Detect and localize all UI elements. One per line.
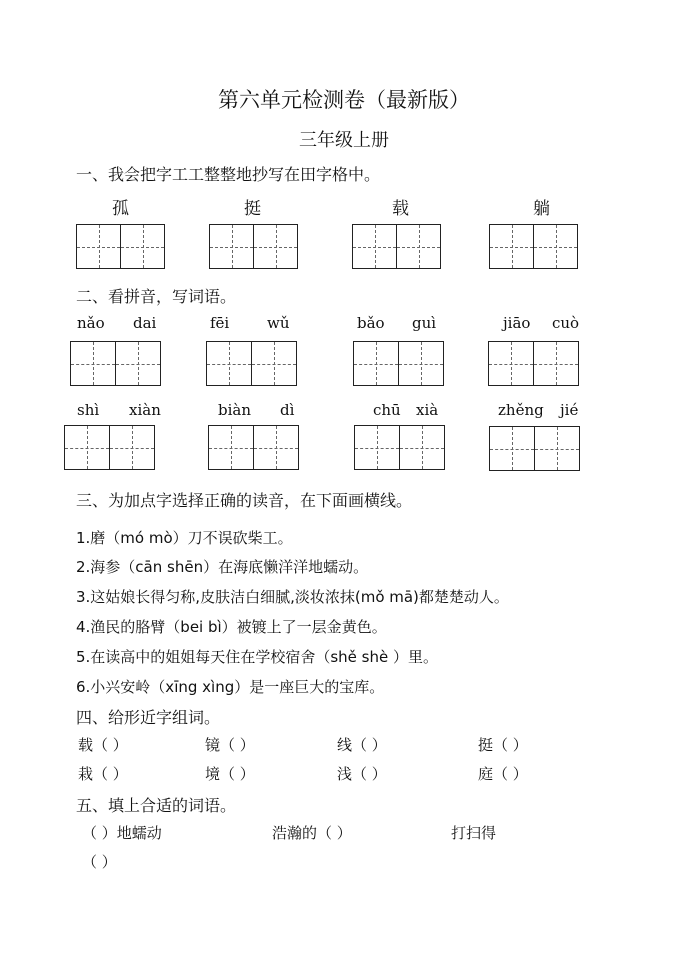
section2-heading: 二、看拼音，写词语。 <box>76 287 237 306</box>
question-line: 3.这姑娘长得匀称,皮肤洁白细腻,淡妆浓抹(mǒ mā)都楚楚动人。 <box>76 588 509 606</box>
pinyin-syllable: xià <box>416 401 439 419</box>
pinyin-syllable: fēi <box>210 314 230 332</box>
pinyin-syllable: zhěng <box>498 401 544 419</box>
fill-phrase: 浩瀚的（ ） <box>272 824 352 842</box>
writing-grid[interactable] <box>64 425 155 470</box>
word-blank: 庭（ ） <box>478 765 528 783</box>
question-line: 6.小兴安岭（xīng xìng）是一座巨大的宝库。 <box>76 678 385 696</box>
word-blank: 栽（ ） <box>78 765 128 783</box>
writing-grid[interactable] <box>488 341 579 386</box>
pinyin-syllable: wǔ <box>267 314 290 332</box>
writing-grid[interactable] <box>208 425 299 470</box>
word-blank: 挺（ ） <box>478 736 528 754</box>
section5-heading: 五、填上合适的词语。 <box>76 796 237 815</box>
writing-grid[interactable] <box>489 426 580 471</box>
writing-grid[interactable] <box>352 224 441 269</box>
writing-grid[interactable] <box>209 224 298 269</box>
section4-heading: 四、给形近字组词。 <box>76 708 221 727</box>
pinyin-syllable: shì <box>77 401 100 419</box>
question-line: 4.渔民的胳臂（bei bì）被镀上了一层金黄色。 <box>76 618 387 636</box>
word-blank: 线（ ） <box>337 736 387 754</box>
pinyin-syllable: cuò <box>552 314 580 332</box>
pinyin-syllable: nǎo <box>77 314 105 332</box>
pinyin-syllable: biàn <box>218 401 252 419</box>
writing-grid[interactable] <box>70 341 161 386</box>
word-blank: 镜（ ） <box>205 736 255 754</box>
writing-grid[interactable] <box>354 425 445 470</box>
pinyin-syllable: jié <box>560 401 579 419</box>
section1-heading: 一、我会把字工工整整地抄写在田字格中。 <box>76 165 381 184</box>
page-title: 第六单元检测卷（最新版） <box>218 88 470 112</box>
copy-char-4: 躺 <box>533 199 550 219</box>
writing-grid[interactable] <box>76 224 165 269</box>
pinyin-syllable: bǎo <box>357 314 385 332</box>
copy-char-1: 孤 <box>112 199 129 219</box>
question-line: 2.海参（cān shēn）在海底懒洋洋地蠕动。 <box>76 558 369 576</box>
fill-phrase: （ ） <box>82 853 117 871</box>
writing-grid[interactable] <box>206 341 297 386</box>
pinyin-syllable: dai <box>133 314 157 332</box>
word-blank: 载（ ） <box>78 736 128 754</box>
question-line: 5.在读高中的姐姐每天住在学校宿舍（shě shè ）里。 <box>76 648 438 666</box>
fill-phrase: （ ）地蠕动 <box>82 824 162 842</box>
question-line: 1.磨（mó mò）刀不误砍柴工。 <box>76 529 293 547</box>
word-blank: 浅（ ） <box>337 765 387 783</box>
word-blank: 境（ ） <box>205 765 255 783</box>
pinyin-syllable: guì <box>412 314 437 332</box>
page-subtitle: 三年级上册 <box>299 130 389 151</box>
writing-grid[interactable] <box>489 224 578 269</box>
section3-heading: 三、为加点字选择正确的读音，在下面画横线。 <box>76 491 413 510</box>
copy-char-3: 载 <box>392 199 409 219</box>
pinyin-syllable: dì <box>280 401 295 419</box>
writing-grid[interactable] <box>353 341 444 386</box>
copy-char-2: 挺 <box>244 199 261 219</box>
pinyin-syllable: jiāo <box>503 314 531 332</box>
pinyin-syllable: xiàn <box>129 401 161 419</box>
fill-phrase: 打扫得 <box>451 824 497 842</box>
pinyin-syllable: chū <box>373 401 401 419</box>
